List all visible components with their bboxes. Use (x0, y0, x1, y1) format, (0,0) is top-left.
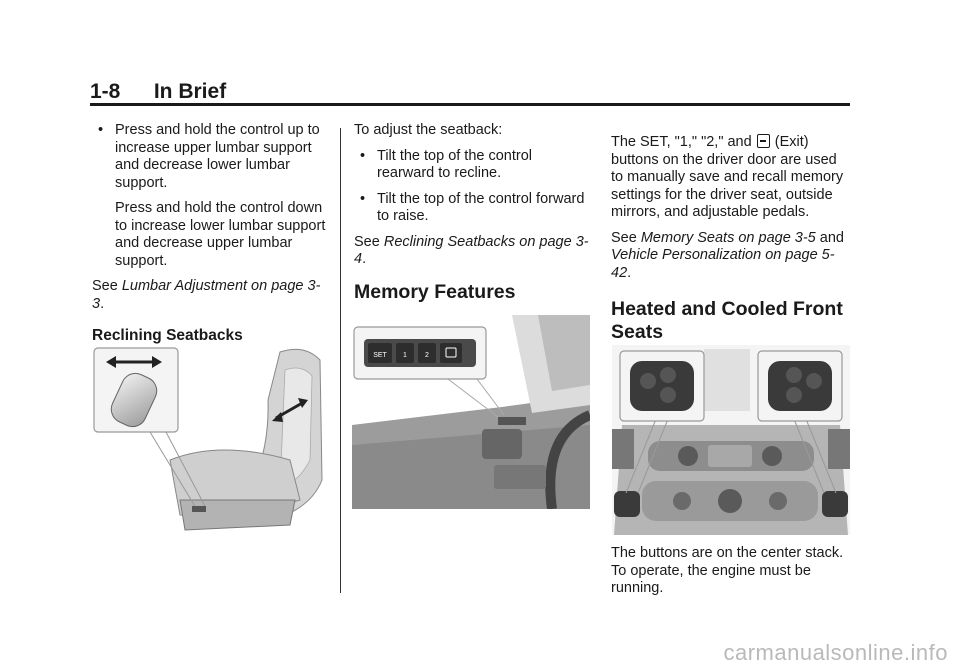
section-heading: Reclining Seatbacks (92, 327, 243, 344)
seat-illustration (90, 340, 326, 534)
cross-reference-link[interactable]: Vehicle Personalization on page 5-42 (611, 247, 835, 281)
cross-reference-link[interactable]: Reclining Seatbacks on page 3-4 (354, 233, 589, 267)
paragraph: The SET, "1," "2," and (Exit) buttons on the driver door are used to manually save and recall memory settings for the driver seat, outside mirrors, and adjustable pedals. (611, 134, 844, 220)
paragraph: Press and hold the control down to increase lower lumbar support and decrease upper lumbar support. (115, 200, 326, 269)
column-divider (340, 128, 341, 593)
list-item: • Tilt the top of the control rearward to recline. (360, 147, 533, 181)
page-header (90, 80, 226, 104)
bullet-icon: • (360, 147, 366, 164)
bullet-icon: • (360, 190, 366, 207)
see-reference: See Memory Seats on page 3-5 and Vehicle Personalization on page 5-42. (611, 229, 844, 281)
column-1 (92, 122, 332, 345)
intro-text: To adjust the seatback: (354, 122, 503, 138)
column-3-lower (611, 545, 851, 606)
bullet-icon: • (98, 122, 104, 138)
section-heading: Memory Features (354, 280, 516, 303)
header-rule (90, 103, 850, 106)
exit-icon (757, 134, 770, 148)
memory-buttons-illustration (352, 315, 590, 509)
see-reference: See Reclining Seatbacks on page 3-4. (354, 233, 589, 267)
set-button: SET (373, 352, 387, 359)
list-item: • Press and hold the control up to increase upper lumbar support and decrease lower lumbar support. (98, 122, 320, 191)
section-title: In Brief (153, 80, 227, 103)
page-number: 1-8 (90, 80, 121, 103)
column-2 (354, 122, 590, 304)
watermark: carmanualsonline.info (723, 640, 948, 665)
cross-reference-link[interactable]: Lumbar Adjustment on page 3-3 (92, 278, 321, 312)
see-reference: See Lumbar Adjustment on page 3-3. (92, 278, 321, 312)
column-3 (611, 122, 851, 344)
heated-cooled-seats-illustration (612, 345, 850, 535)
memory-2-button: 2 (425, 352, 429, 359)
cross-reference-link[interactable]: Memory Seats on page 3-5 (640, 229, 816, 246)
paragraph: The buttons are on the center stack. To operate, the engine must be running. (611, 545, 844, 596)
memory-1-button: 1 (403, 352, 407, 359)
section-heading: Heated and Cooled Front Seats (611, 298, 843, 343)
list-item: • Tilt the top of the control forward to raise. (360, 190, 585, 224)
